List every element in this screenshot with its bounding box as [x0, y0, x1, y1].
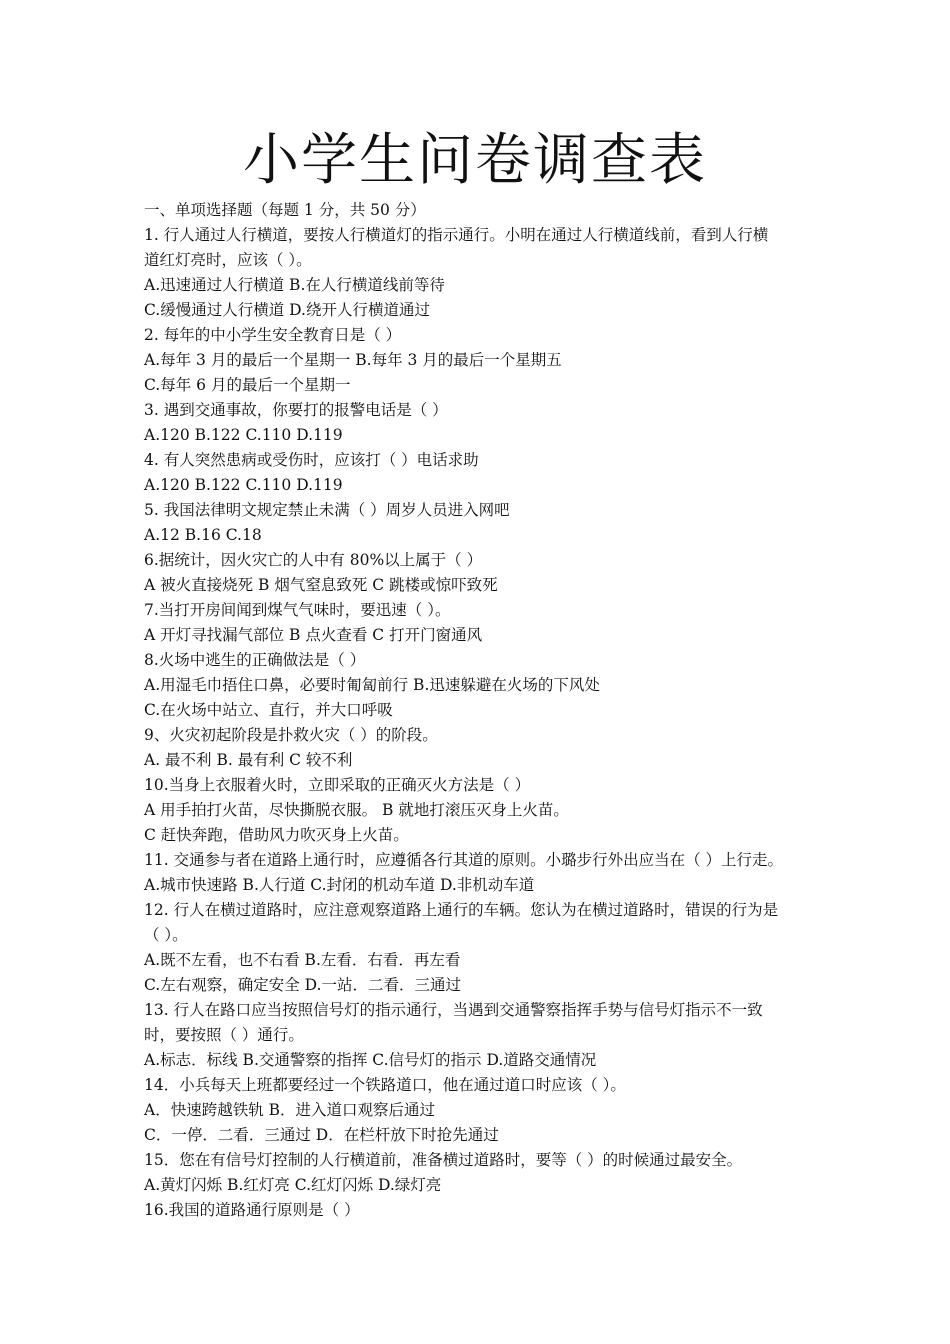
text-line: A.每年 3 月的最后一个星期一 B.每年 3 月的最后一个星期五 [144, 351, 562, 369]
text-line: A.120 B.122 C.110 D.119 [144, 476, 343, 494]
text-line: A.120 B.122 C.110 D.119 [144, 426, 343, 444]
text-line: 2. 每年的中小学生安全教育日是（ ） [144, 326, 402, 344]
text-line: A 被火直接烧死 B 烟气窒息致死 C 跳楼或惊吓致死 [144, 576, 498, 594]
page-title: 小学生问卷调查表 [243, 128, 707, 193]
text-line: C．一停．二看．三通过 D．在栏杆放下时抢先通过 [144, 1126, 499, 1144]
text-line: A.城市快速路 B.人行道 C.封闭的机动车道 D.非机动车道 [144, 876, 535, 894]
text-line: 7.当打开房间闻到煤气气味时，要迅速（ ）。 [144, 601, 451, 619]
question-list [144, 198, 812, 1223]
text-line: 4. 有人突然患病或受伤时，应该打（ ）电话求助 [144, 451, 479, 469]
text-line: 8.火场中逃生的正确做法是（ ） [144, 651, 366, 669]
text-line: 9、火灾初起阶段是扑救火灾（ ）的阶段。 [144, 726, 438, 744]
text-line: 1. 行人通过人行横道，要按人行横道灯的指示通行。小明在通过人行横道线前，看到人行横 [144, 226, 769, 244]
text-line: A.用湿毛巾捂住口鼻，必要时匍匐前行 B.迅速躲避在火场的下风处 [144, 676, 600, 694]
text-line: C.左右观察，确定安全 D.一站．二看．三通过 [144, 976, 461, 994]
text-line: 5. 我国法律明文规定禁止未满（ ）周岁人员进入网吧 [144, 501, 510, 519]
text-line: C 赶快奔跑，借助风力吹灭身上火苗。 [144, 826, 409, 844]
text-line: 3. 遇到交通事故，你要打的报警电话是（ ） [144, 401, 448, 419]
text-line: 14．小兵每天上班都要经过一个铁路道口，他在通过道口时应该（ ）。 [144, 1076, 626, 1094]
text-line: A 开灯寻找漏气部位 B 点火查看 C 打开门窗通风 [144, 626, 483, 644]
text-line: C.在火场中站立、直行，并大口呼吸 [144, 701, 393, 719]
text-line: A.既不左看，也不右看 B.左看．右看．再左看 [144, 951, 461, 969]
text-line: A. 最不利 B. 最有利 C 较不利 [144, 751, 353, 769]
text-line: 11. 交通参与者在道路上通行时，应遵循各行其道的原则。小璐步行外出应当在（ ）上行走。 [144, 851, 784, 869]
text-line: C.缓慢通过人行横道 D.绕开人行横道通过 [144, 301, 430, 319]
text-line: 16.我国的道路通行原则是（ ） [144, 1201, 360, 1219]
text-line: 6.据统计，因火灾亡的人中有 80%以上属于（ ） [144, 551, 483, 569]
text-line: 道红灯亮时，应该（ ）。 [144, 251, 312, 269]
text-line: A．快速跨越铁轨 B．进入道口观察后通过 [144, 1101, 436, 1119]
text-line: 15．您在有信号灯控制的人行横道前，准备横过道路时，要等（ ）的时候通过最安全。 [144, 1151, 743, 1169]
text-line: C.每年 6 月的最后一个星期一 [144, 376, 351, 394]
text-line: 13. 行人在路口应当按照信号灯的指示通行，当遇到交通警察指挥手势与信号灯指示不一致 [144, 1001, 763, 1019]
text-line: A.12 B.16 C.18 [144, 526, 262, 544]
text-line: 时，要按照（ ）通行。 [144, 1026, 304, 1044]
text-line: 10.当身上衣服着火时，立即采取的正确灭火方法是（ ） [144, 776, 531, 794]
text-line: 一、单项选择题（每题 1 分，共 50 分） [144, 201, 426, 219]
text-line: A.标志．标线 B.交通警察的指挥 C.信号灯的指示 D.道路交通情况 [144, 1051, 597, 1069]
text-line: （ ）。 [144, 926, 188, 944]
text-line: 12. 行人在横过道路时，应注意观察道路上通行的车辆。您认为在横过道路时，错误的行为是 [144, 901, 779, 919]
text-line: A.迅速通过人行横道 B.在人行横道线前等待 [144, 276, 445, 294]
text-line: A 用手拍打火苗，尽快撕脱衣服。 B 就地打滚压灭身上火苗。 [144, 801, 569, 819]
text-line: A.黄灯闪烁 B.红灯亮 C.红灯闪烁 D.绿灯亮 [144, 1176, 442, 1194]
